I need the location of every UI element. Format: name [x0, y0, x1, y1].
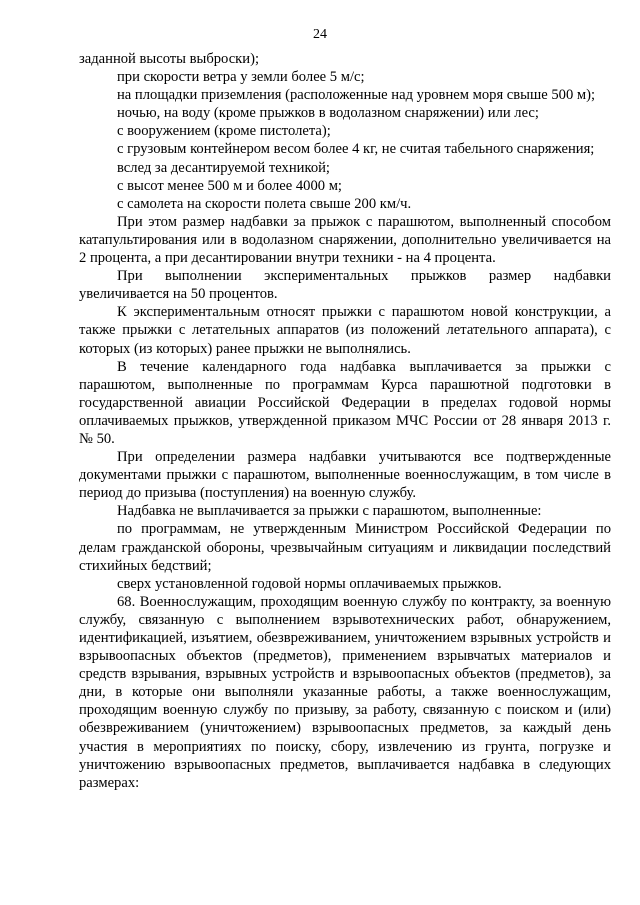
- paragraph-experimental-definition: К экспериментальным относят прыжки с парашютом новой конструкции, а также прыжки с летательных аппаратов (из положений летательного аппарата), с которых (из которых) ранее прыжки не выполнялись.: [79, 304, 611, 357]
- paragraph-experimental-jumps: При выполнении экспериментальных прыжков размер надбавки увеличивается на 50 процентов.: [79, 268, 611, 303]
- page-number: 24: [313, 27, 327, 42]
- paragraph-continuation: заданной высоты выброски);: [79, 51, 259, 67]
- list-item-wind-speed: при скорости ветра у земли более 5 м/с;: [117, 69, 365, 86]
- paragraph-68: 68. Военнослужащим, проходящим военную службу по контракту, за военную службу, связанную с выполнением взрывотехнических работ, обнаружением, идентификацией, изъятием, обезвреживанием, уничтожением взрывных устройств и взрывоопасных объектов (предметов), применением взрывчатых материалов и средств взрывания, взрывных устройств и взрывоопасных объектов (предметов), за дни, в которые они выполняли указанные работы, а также военнослужащим, проходящим военную службу по призыву, за работу, связанную с поиском и (или) обезвреживанием (уничтожением) взрывоопасных предметов, за каждый день участия в мероприятиях по поиску, сбору, извлечению из грунта, погрузке и уничтожению взрывоопасных предметов, выплачивается надбавка в следующих размерах:: [79, 593, 611, 791]
- list-item-landing-sites: на площадки приземления (расположенные над уровнем моря свыше 500 м);: [117, 87, 596, 104]
- document-body: [79, 50, 611, 792]
- paragraph-calendar-year: В течение календарного года надбавка выплачивается за прыжки с парашютом, выполненные по программам Курса парашютной подготовки в государственной авиации Российской Федерации в пределах годовой нормы оплачиваемых прыжков, утвержденной приказом МЧС России от 28 января 2013 г. № 50.: [79, 358, 611, 447]
- list-item-weapons: с вооружением (кроме пистолета);: [117, 123, 331, 140]
- list-item-after-vehicle: вслед за десантируемой техникой;: [117, 159, 330, 176]
- paragraph-confirmed-jumps: При определении размера надбавки учитываются все подтвержденные документами прыжки с парашютом, выполненные военнослужащим, в том числе в период до призыва (поступления) на военную службу.: [79, 449, 611, 502]
- list-item-night-water-forest: ночью, на воду (кроме прыжков в водолазном снаряжении) или лес;: [117, 105, 539, 122]
- paragraph-not-paid: Надбавка не выплачивается за прыжки с парашютом, выполненные:: [117, 503, 542, 520]
- paragraph-ejection-increase: При этом размер надбавки за прыжок с парашютом, выполненный способом катапультирования или в водолазном снаряжении, дополнительно увеличивается на 2 процента, а при десантировании внутри техники - на 4 процента.: [79, 213, 611, 267]
- list-item-altitude: с высот менее 500 м и более 4000 м;: [117, 177, 342, 194]
- list-item-unapproved-programs: по программам, не утвержденным Министром Российской Федерации по делам гражданской обороны, чрезвычайным ситуациям и ликвидации последствий стихийных бедствий;: [79, 521, 611, 574]
- list-item-cargo-container: с грузовым контейнером весом более 4 кг, не считая табельного снаряжения;: [117, 141, 595, 158]
- list-item-over-norm: сверх установленной годовой нормы оплачиваемых прыжков.: [117, 575, 502, 592]
- list-item-aircraft-speed: с самолета на скорости полета свыше 200 км/ч.: [117, 195, 412, 212]
